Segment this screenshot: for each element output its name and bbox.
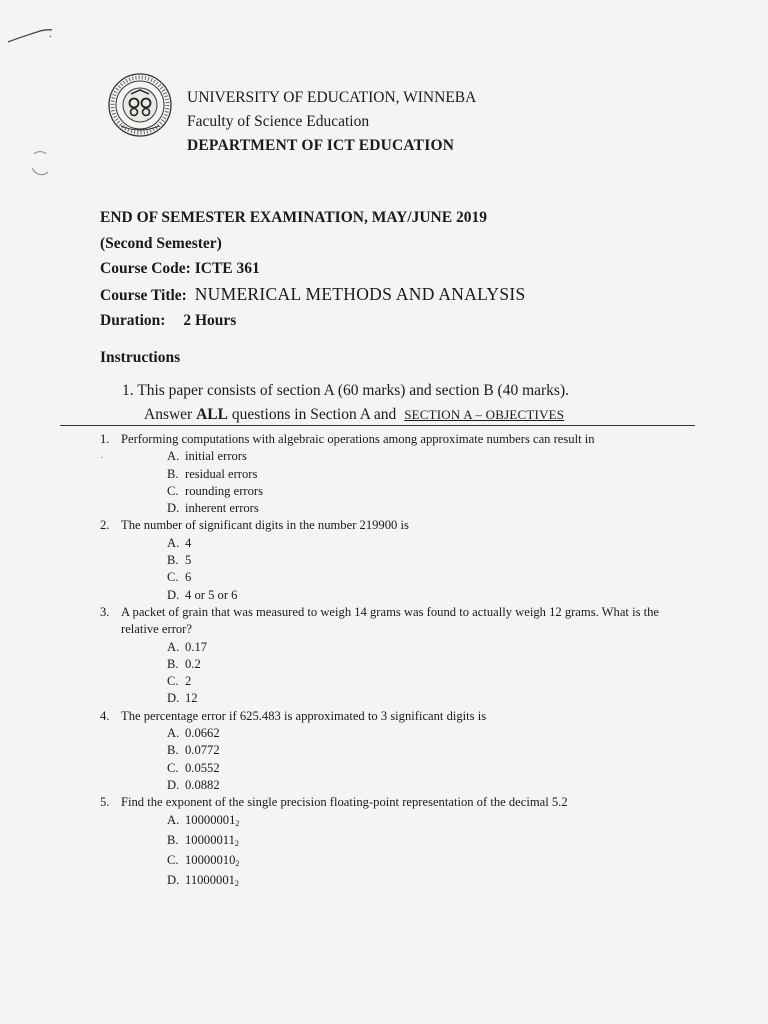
course-code-label: Course Code:	[100, 260, 191, 277]
option-letter: B.	[167, 832, 179, 847]
answer-option	[167, 448, 660, 465]
option-text: 0.17	[185, 639, 208, 654]
question-item	[100, 604, 660, 708]
answer-option	[167, 812, 660, 832]
instructions-heading: Instructions	[100, 349, 181, 366]
option-letter: A.	[167, 449, 180, 464]
answer-option	[167, 725, 660, 742]
option-text: 11000001	[185, 873, 235, 888]
option-subscript: 2	[234, 879, 239, 889]
question-text: A packet of grain that was measured to weigh 14 grams was found to actually weigh 12 grams. What is the relative error?	[121, 604, 660, 637]
course-title-value: NUMERICAL METHODS AND ANALYSIS	[194, 283, 526, 304]
pen-mark-icon	[4, 22, 64, 52]
answer-option	[167, 760, 660, 777]
exam-details	[100, 205, 526, 334]
answer-option	[167, 777, 660, 794]
answer-option	[167, 569, 660, 586]
answer-option	[167, 832, 660, 852]
option-letter: B.	[167, 466, 179, 481]
option-letter: C.	[167, 570, 179, 585]
option-text: 5	[185, 553, 192, 568]
question-text: Performing computations with algebraic operations among approximate numbers can result in	[121, 432, 595, 446]
option-text: 0.2	[185, 656, 201, 671]
option-list	[167, 725, 660, 794]
option-letter: C.	[167, 674, 179, 689]
exam-title: END OF SEMESTER EXAMINATION, MAY/JUNE 2019	[100, 209, 487, 226]
option-letter: B.	[167, 743, 179, 758]
option-text: 4 or 5 or 6	[185, 587, 238, 602]
exam-semester: (Second Semester)	[100, 234, 222, 252]
course-code-value: ICTE 361	[194, 260, 260, 277]
option-letter: B.	[167, 553, 179, 568]
university-name: UNIVERSITY OF EDUCATION, WINNEBA	[187, 89, 477, 106]
option-text: 6	[185, 570, 192, 585]
option-letter: B.	[167, 656, 179, 671]
answer-option	[167, 639, 660, 656]
option-text: residual errors	[185, 466, 258, 481]
option-text: inherent errors	[185, 501, 259, 516]
option-letter: C.	[167, 483, 179, 498]
option-letter: D.	[167, 587, 180, 602]
question-item	[100, 794, 660, 892]
option-letter: A.	[167, 535, 180, 550]
question-number: 2.	[100, 518, 110, 533]
option-letter: D.	[167, 777, 180, 792]
question-number: 3.	[100, 604, 110, 619]
duration-row	[100, 308, 526, 334]
option-text: rounding errors	[185, 483, 263, 498]
answer-option	[167, 587, 660, 604]
instruction-line2	[122, 403, 569, 427]
option-text: 10000001	[185, 812, 236, 827]
answer-option	[167, 656, 660, 673]
question-number: 5.	[100, 795, 110, 810]
question-item	[100, 431, 660, 517]
section-divider	[60, 425, 695, 426]
option-subscript: 2	[234, 838, 239, 848]
option-list	[167, 448, 660, 517]
questions-list	[100, 431, 660, 893]
option-text: 0.0772	[185, 743, 220, 758]
option-letter: D.	[167, 691, 180, 706]
instructions-list	[122, 379, 569, 427]
duration-label: Duration:	[100, 312, 166, 329]
option-letter: D.	[167, 501, 180, 516]
option-subscript: 2	[235, 818, 240, 828]
university-seal-icon	[107, 72, 173, 138]
course-code-row	[100, 256, 526, 282]
option-list	[167, 535, 660, 604]
answer-option	[167, 552, 660, 569]
instruction-number: 1.	[122, 382, 134, 399]
option-letter: A.	[167, 639, 180, 654]
course-title-row	[100, 282, 526, 309]
instruction-item	[122, 379, 569, 403]
question-number: 4.	[100, 708, 110, 723]
question-text: The percentage error if 625.483 is approximated to 3 significant digits is	[121, 708, 487, 723]
option-letter: C.	[167, 760, 179, 775]
option-letter: D.	[167, 873, 180, 888]
answer-option	[167, 872, 660, 892]
instruction-line2-post: questions in Section A and	[231, 406, 397, 423]
question-number: 1.	[100, 432, 110, 446]
option-letter: A.	[167, 812, 180, 827]
instruction-line1: This paper consists of section A (60 marks) and section B (40 marks).	[137, 382, 570, 399]
instruction-line2-bold: ALL	[196, 406, 228, 423]
answer-option	[167, 673, 660, 690]
question-item	[100, 708, 660, 794]
answer-option	[167, 535, 660, 552]
stray-mark: ·	[100, 453, 104, 464]
option-text: 0.0882	[185, 777, 220, 792]
section-a-heading: SECTION A – OBJECTIVES	[404, 407, 565, 422]
option-text: 10000011	[185, 832, 235, 847]
course-title-label: Course Title:	[100, 286, 187, 304]
answer-option	[167, 500, 660, 517]
answer-option	[167, 742, 660, 759]
option-text: 4	[185, 535, 192, 550]
option-list	[167, 639, 660, 708]
option-text: 0.0552	[185, 760, 220, 775]
duration-value: 2 Hours	[183, 312, 237, 329]
question-text: The number of significant digits in the number 219900 is	[121, 518, 409, 533]
punch-hole-icon	[28, 148, 54, 184]
option-text: 12	[185, 691, 198, 706]
option-text: 10000010	[185, 853, 236, 868]
option-list	[167, 812, 660, 893]
question-text: Find the exponent of the single precision floating-point representation of the decimal 5.2	[121, 795, 568, 810]
option-text: 2	[185, 674, 192, 689]
faculty-name: Faculty of Science Education	[187, 113, 370, 130]
answer-option	[167, 466, 660, 483]
option-text: 0.0662	[185, 726, 220, 741]
answer-option	[167, 483, 660, 500]
option-letter: A.	[167, 726, 180, 741]
instruction-line2-pre: Answer	[144, 406, 193, 423]
department-name: DEPARTMENT OF ICT EDUCATION	[187, 137, 455, 154]
option-text: initial errors	[185, 449, 247, 464]
institution-header	[187, 86, 476, 158]
answer-option	[167, 690, 660, 707]
answer-option	[167, 852, 660, 872]
option-letter: C.	[167, 853, 179, 868]
option-subscript: 2	[235, 859, 240, 869]
question-item	[100, 517, 660, 603]
